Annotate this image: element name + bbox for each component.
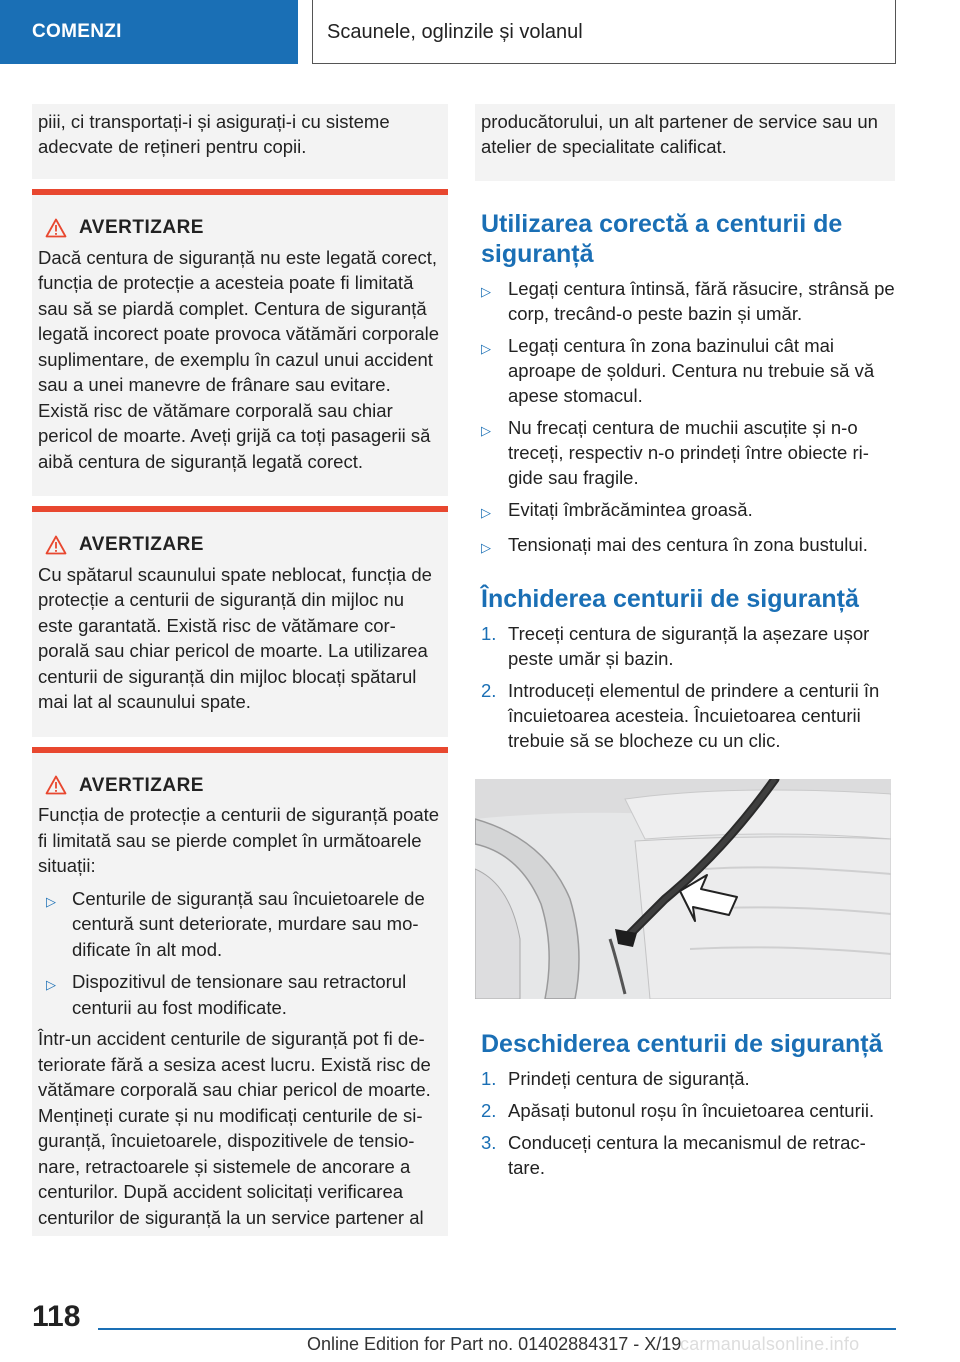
numbered-list <box>475 1066 895 1180</box>
warning-title: AVERTIZARE <box>79 217 204 238</box>
list-item: ▷ Legați centura întinsă, fără răsucire, strânsă pe corp, trecând-o peste bazin și umăr. <box>481 278 895 324</box>
numbered-list <box>475 621 895 753</box>
list-item: 2. Apăsați butonul roșu în încuietoarea centurii. <box>481 1100 875 1121</box>
list-item: ▷ Tensionați mai des centura în zona bustului. <box>481 532 895 560</box>
section-heading: Deschiderea centurii de siguranță <box>481 1030 883 1058</box>
bullet-list <box>475 276 895 560</box>
list-item: ▷ Centurile de siguranță sau încuietoarele de centură sunt deteriorate, murdare sau modificate în alt mod. <box>38 886 440 963</box>
section-heading: Utilizarea corectă a centurii de siguranță <box>481 210 843 268</box>
triangle-right-outline-icon: ▷ <box>46 977 56 992</box>
warning-triangle-icon <box>45 775 67 795</box>
warning-title: AVERTIZARE <box>79 534 204 555</box>
list-item: 1. Prindeți centura de siguranță. <box>481 1068 750 1089</box>
edition-note: Online Edition for Part no. 01402884317 - X/19 <box>307 1334 682 1354</box>
warning-text: Cu spătarul scaunului spate neblocat, funcția de protecție a centurii de siguranță din mijloc nu este garantată. Există risc de vătămare corporală sau chiar pericol de moarte. La utilizarea centurii de siguranță din mijloc blocați spătarul mai lat al scaunului spate. <box>38 563 432 712</box>
continued-text-box <box>475 104 895 181</box>
section-heading: Închiderea centurii de siguranță <box>481 585 859 613</box>
list-item: 3. Conduceți centura la mecanismul de retractare. <box>481 1132 866 1178</box>
list-item: 2. Introduceți elementul de prindere a centurii în încuietoarea acesteia. Încuietoarea centurii trebuie să se blocheze cu un clic. <box>481 680 880 751</box>
warning-box-1 <box>32 189 448 496</box>
continued-paragraph: producătorului, un alt partener de service sau un atelier de specialitate calificat. <box>481 111 878 157</box>
triangle-right-outline-icon: ▷ <box>46 893 56 909</box>
triangle-right-outline-icon: ▷ <box>481 423 491 438</box>
triangle-right-outline-icon: ▷ <box>481 540 491 555</box>
left-column <box>32 104 448 1236</box>
triangle-right-outline-icon: ▷ <box>481 284 491 299</box>
warning-box-2 <box>32 506 448 737</box>
page-number: 118 <box>32 1300 81 1333</box>
list-item: ▷ Evitați îmbrăcămintea groasă. <box>481 497 895 525</box>
triangle-right-outline-icon: ▷ <box>481 341 491 356</box>
watermark: carmanualsonline.info <box>680 1334 860 1354</box>
triangle-right-outline-icon: ▷ <box>481 505 491 520</box>
continued-paragraph: piii, ci transportați-i și asigurați-i cu sisteme adecvate de rețineri pentru copii. <box>38 111 390 157</box>
footer-divider <box>98 1328 896 1330</box>
warning-text: Funcția de protecție a centurii de siguranță poate fi limitată sau se pierde complet în următoarele situații: <box>38 804 440 876</box>
section-tab: COMENZI <box>0 0 298 64</box>
continued-text-box <box>32 104 448 179</box>
warning-triangle-icon <box>45 535 67 555</box>
list-item: ▷ Legați centura în zona bazinului cât mai aproape de șolduri. Centura nu trebuie să vă apese stomacul. <box>481 335 875 406</box>
list-item: ▷ Nu frecați centura de muchii ascuțite și n-o treceți, respectiv n-o prindeți între obiecte rigide sau fragile. <box>481 417 869 488</box>
right-column <box>475 104 895 1180</box>
list-item: ▷ Dispozitivul de tensionare sau retractorul centurii au fost modificate. <box>38 969 440 1020</box>
warning-box-3 <box>32 747 448 1237</box>
seatbelt-illustration <box>475 779 891 999</box>
warning-text: Dacă centura de siguranță nu este legată corect, funcția de protecție a acesteia poate fi limitată sau să se piardă complet. Centura de siguranță legată incorect poate provoca vătămări corporale suplimentare, de exemplu în cazul unui accident sau a unei manevre de frânare sau evitare. Există risc de vătămare corporală sau chiar pericol de moarte. Aveți grijă ca toți pasagerii să aibă centura de siguranță legată corect. <box>38 246 440 472</box>
warning-text-after: Într-un accident centurile de siguranță pot fi deteriorate fără a sesiza acest lucru. Există risc de vătămare corporală sau chiar pericol de moarte. Mențineți curate și nu modificați centurile de siguranță, încuietoarele, dispozitivele de tensionare, retractoarele și sistemele de ancorare a centurilor. După accident solicitați verificarea centurilor de siguranță la un service partener al <box>38 1028 431 1228</box>
seatbelt-buckle-image <box>475 779 891 999</box>
list-item: 1. Treceți centura de siguranță la așezare ușor peste umăr și bazin. <box>481 623 870 669</box>
warning-triangle-icon <box>45 218 67 238</box>
warning-title: AVERTIZARE <box>79 774 204 796</box>
chapter-title: Scaunele, oglinzile și volanul <box>312 0 896 64</box>
